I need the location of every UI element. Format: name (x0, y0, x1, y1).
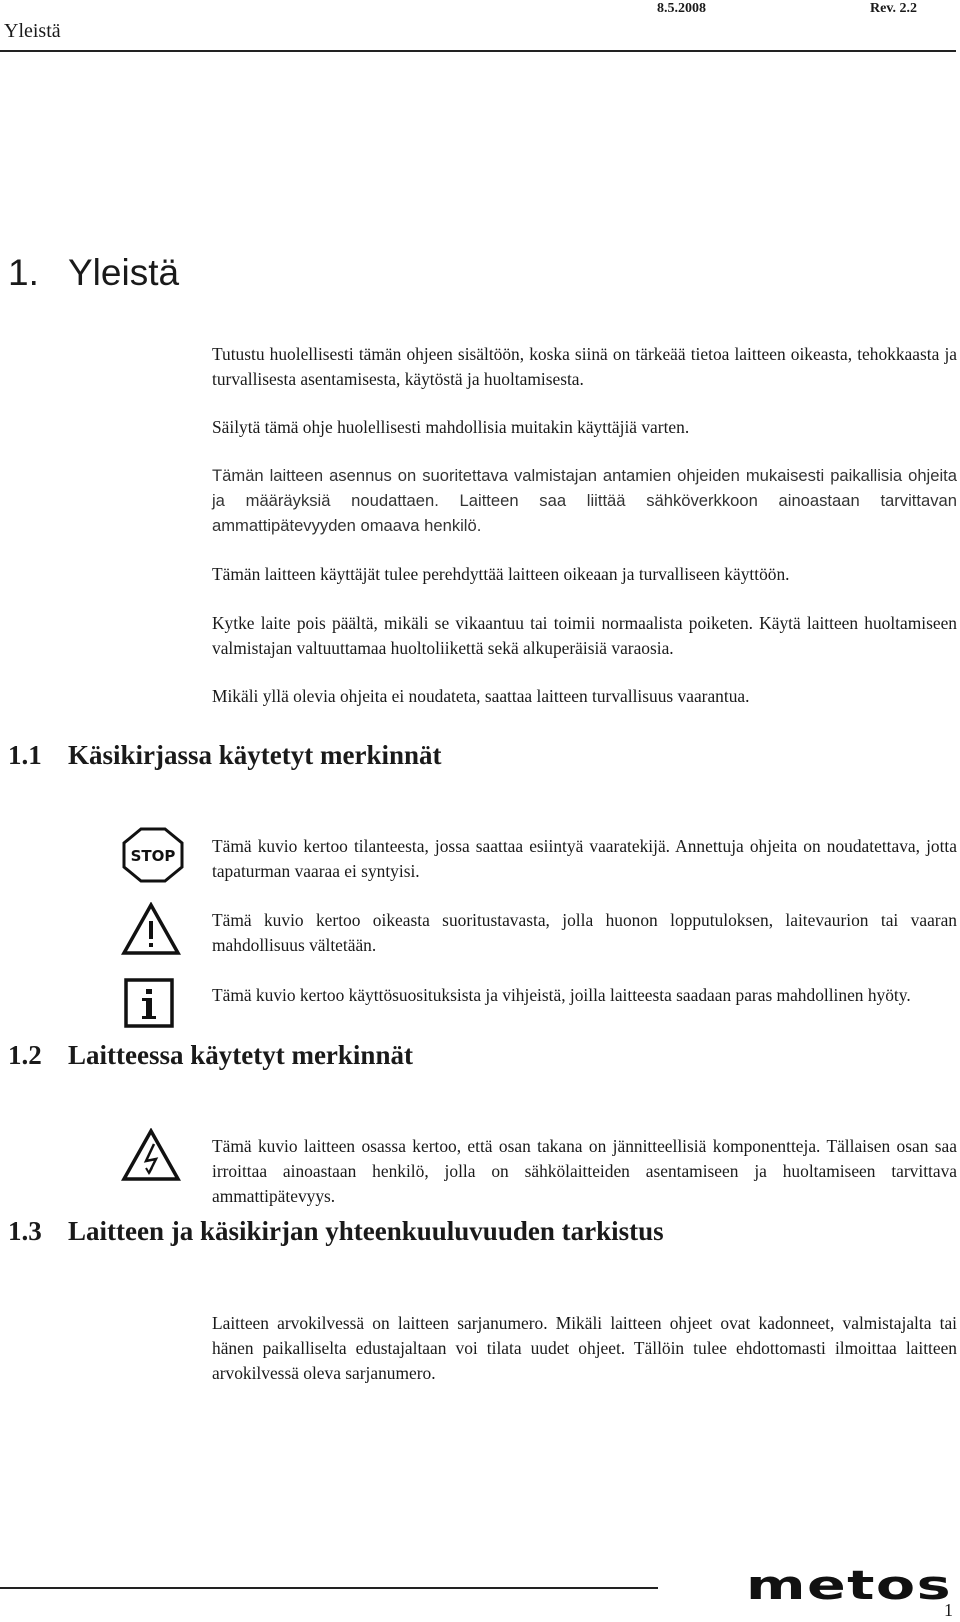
chapter-number: 1. (8, 252, 39, 293)
section-1-3-paragraph: Laitteen arvokilvessä on laitteen sarjanumero. Mikäli laitteen ohjeet ovat kadonneet, valmistajalta tai hänen paikalliselta edustajaltaan voi tilata uudet ohjeet. Tällöin tulee ehdottomasti ilmoittaa laitteen arvokilvessä oleva sarjanumero. (212, 1313, 957, 1383)
intro-paragraph-6: Mikäli yllä olevia ohjeita ei noudateta, saattaa laitteen turvallisuus vaarantua. (212, 686, 750, 706)
intro-paragraph-2: Säilytä tämä ohje huolellisesti mahdollisia muitakin käyttäjiä varten. (212, 417, 690, 437)
page-number: 1 (944, 1600, 953, 1620)
stop-icon (122, 827, 184, 883)
section-1-3-title: Laitteen ja käsikirjan yhteenkuuluvuuden tarkistus (68, 1216, 664, 1246)
metos-logo-text: metos (746, 1569, 952, 1603)
legend-info-text: Tämä kuvio kertoo käyttösuosituksista ja vihjeistä, joilla laitteesta saadaan paras mahdollinen hyöty. (212, 985, 911, 1005)
section-1-3-heading (8, 1216, 664, 1247)
legend-stop-text: Tämä kuvio kertoo tilanteesta, jossa saattaa esiintyä vaaratekijä. Annettuja ohjeita on noudatettava, jotta tapaturman vaaraa ei syntyisi. (212, 836, 957, 881)
legend-warning-text: Tämä kuvio kertoo oikeasta suoritustavasta, jolla huonon lopputuloksen, laitevaurion tai vaaran mahdollisuus vältetään. (212, 910, 957, 955)
chapter-heading (8, 252, 179, 294)
section-1-1-number: 1.1 (8, 740, 42, 770)
header-date: 8.5.2008 (657, 1, 706, 16)
section-1-3-number: 1.3 (8, 1216, 42, 1246)
info-icon (124, 978, 174, 1028)
stop-icon-text: STOP (130, 847, 176, 865)
header-revision: Rev. 2.2 (870, 1, 918, 16)
section-1-2-number: 1.2 (8, 1040, 42, 1070)
footer-divider (0, 1587, 658, 1589)
intro-paragraph-5: Kytke laite pois päältä, mikäli se vikaantuu tai toimii normaalista poiketen. Käytä laitteen huoltamiseen valmistajan valtuuttamaa huoltoliikettä sekä alkuperäisiä varaosia. (212, 613, 957, 658)
metos-logo (746, 1569, 956, 1603)
intro-paragraph-3: Tämän laitteen asennus on suoritettava valmistajan antamien ohjeiden mukaisesti paikallisia ohjeita ja määräyksiä noudattaen. Laitteen saa liittää sähköverkkoon ainoastaan tarvittavan ammattipätevyyden omaava henkilö. (212, 466, 957, 535)
section-1-2-heading (8, 1040, 413, 1071)
header-section-title: Yleistä (4, 20, 61, 42)
section-1-2-title: Laitteessa käytetyt merkinnät (68, 1040, 413, 1070)
section-1-1-title: Käsikirjassa käytetyt merkinnät (68, 740, 442, 770)
section-1-1-heading (8, 740, 442, 771)
intro-paragraph-4: Tämän laitteen käyttäjät tulee perehdyttää laitteen oikeaan ja turvalliseen käyttöön. (212, 564, 790, 584)
warning-icon (121, 902, 181, 956)
chapter-title: Yleistä (68, 252, 180, 293)
device-marking-text: Tämä kuvio laitteen osassa kertoo, että osan takana on jännitteellisiä komponentteja. Tällaisen osan saa irroittaa ainoastaan henkilö, jolla on sähkölaitteiden asentamiseen ja huoltamiseen tarvittava ammattipätevyys. (212, 1136, 957, 1206)
header-divider (0, 50, 956, 52)
electric-hazard-icon (121, 1128, 181, 1182)
intro-paragraph-1: Tutustu huolellisesti tämän ohjeen sisältöön, koska siinä on tärkeää tietoa laitteen oikeasta, tehokkaasta ja turvallisesta asentamisesta, käytöstä ja huoltamisesta. (212, 344, 957, 389)
